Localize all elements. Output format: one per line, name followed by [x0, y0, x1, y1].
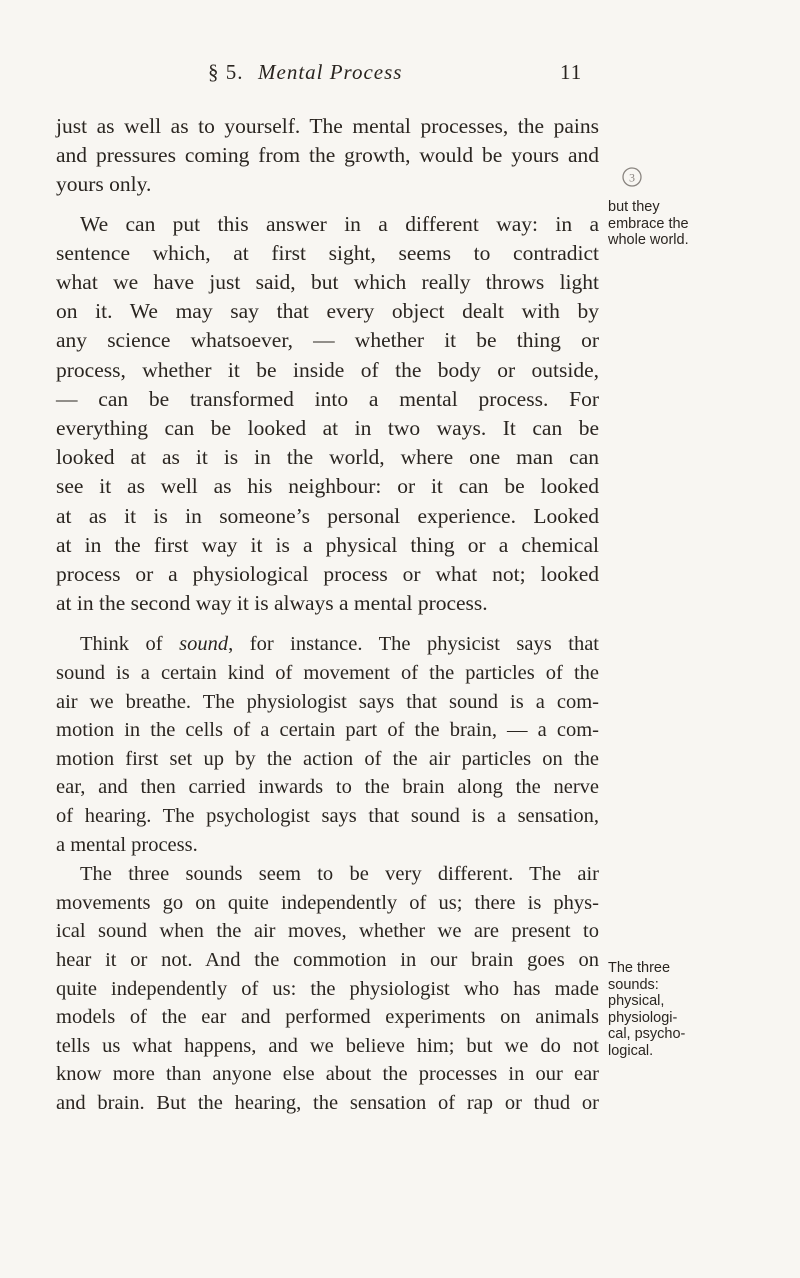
text-line: ear, and then carried inwards to the brain along the nerve [56, 776, 599, 799]
text-line: know more than anyone else about the processes in our ear [56, 1063, 599, 1086]
text-line: hear it or not. And the commotion in our brain goes on [56, 948, 599, 971]
text-line: motion in the cells of a certain part of the brain, — a com- [56, 719, 599, 742]
text-line: just as well as to yourself. The mental processes, the pains [56, 114, 599, 138]
paragraph-2 [56, 210, 599, 619]
text-line: air we breathe. The physiologist says that sound is a com- [56, 690, 599, 713]
sidenote-1 [608, 199, 689, 249]
paragraph-1 [56, 112, 599, 200]
text-line: sound is a certain kind of movement of the particles of the [56, 662, 599, 685]
handwritten-mark-text: 3 [629, 170, 635, 185]
sidenote-line: sounds: [608, 976, 659, 993]
text-line: of hearing. The psychologist says that sound is a sensation, [56, 805, 599, 828]
text-line: motion first set up by the action of the air particles on the [56, 747, 599, 770]
text-line: at as it is in someone’s personal experience. Looked [56, 503, 599, 528]
paragraph-3 [56, 630, 599, 859]
text-line: tells us what happens, and we believe him; but we do not [56, 1034, 599, 1057]
text-line: a mental process. [56, 833, 198, 856]
sidenote-line: cal, psycho- [608, 1026, 686, 1042]
text-line: models of the ear and performed experiments on animals [56, 1006, 599, 1029]
sidenote-line: The three [608, 960, 671, 976]
sidenote-line: embrace the [608, 215, 689, 232]
text-line: We can put this answer in a different way: in a [80, 211, 599, 236]
text-line: process or a physiological process or what not; looked [56, 562, 599, 587]
text-line: and pressures coming from the growth, would be yours and [56, 143, 599, 168]
sidenote-line: physical, [608, 993, 665, 1009]
text-line [56, 630, 599, 659]
sidenote-line: whole world. [608, 232, 689, 248]
emphasis-word: sound [179, 633, 229, 656]
text-line: quite independently of us: the physiologist who has made [56, 977, 599, 1000]
text-line: everything can be looked at in two ways. It can be [56, 416, 599, 441]
text-line: process, whether it be inside of the body or outside, [56, 357, 599, 382]
text-line: on it. We may say that every object dealt with by [56, 299, 599, 324]
text-line: The three sounds seem to be very different. The air [80, 863, 599, 886]
running-title: Mental Process [258, 60, 403, 84]
text-line: see it as well as his neighbour: or it can be looked [56, 474, 599, 499]
text-line: sentence which, at first sight, seems to contradict [56, 240, 599, 265]
text-fragment: Think of [80, 633, 180, 656]
sidenote-line: but they [608, 199, 660, 215]
sidenote-line: physiologi- [608, 1009, 678, 1026]
body-text [56, 112, 599, 1118]
text-line: looked at as it is in the world, where one man can [56, 445, 599, 470]
text-line: — can be transformed into a mental process. For [56, 386, 599, 411]
text-line: what we have just said, but which really throws light [56, 270, 599, 295]
text-line: yours only. [56, 172, 152, 197]
text-line: at in the first way it is a physical thing or a chemical [56, 532, 599, 557]
section-number: § 5. [208, 60, 244, 84]
page-number: 11 [560, 60, 583, 84]
text-line: ical sound when the air moves, whether we are present to [56, 920, 599, 943]
sidenote-2 [608, 960, 685, 1059]
text-fragment: , for instance. The physicist says that [228, 633, 600, 656]
text-line: and brain. But the hearing, the sensation of rap or thud or [56, 1091, 599, 1114]
paragraph-4 [56, 860, 599, 1117]
text-line: movements go on quite independently of us; there is phys- [56, 891, 599, 914]
running-header [0, 60, 800, 90]
text-line: at in the second way it is always a mental process. [56, 591, 488, 616]
sidenote-line: logical. [608, 1042, 654, 1059]
handwritten-mark-icon [621, 166, 643, 188]
text-line: any science whatsoever, — whether it be thing or [56, 328, 599, 353]
